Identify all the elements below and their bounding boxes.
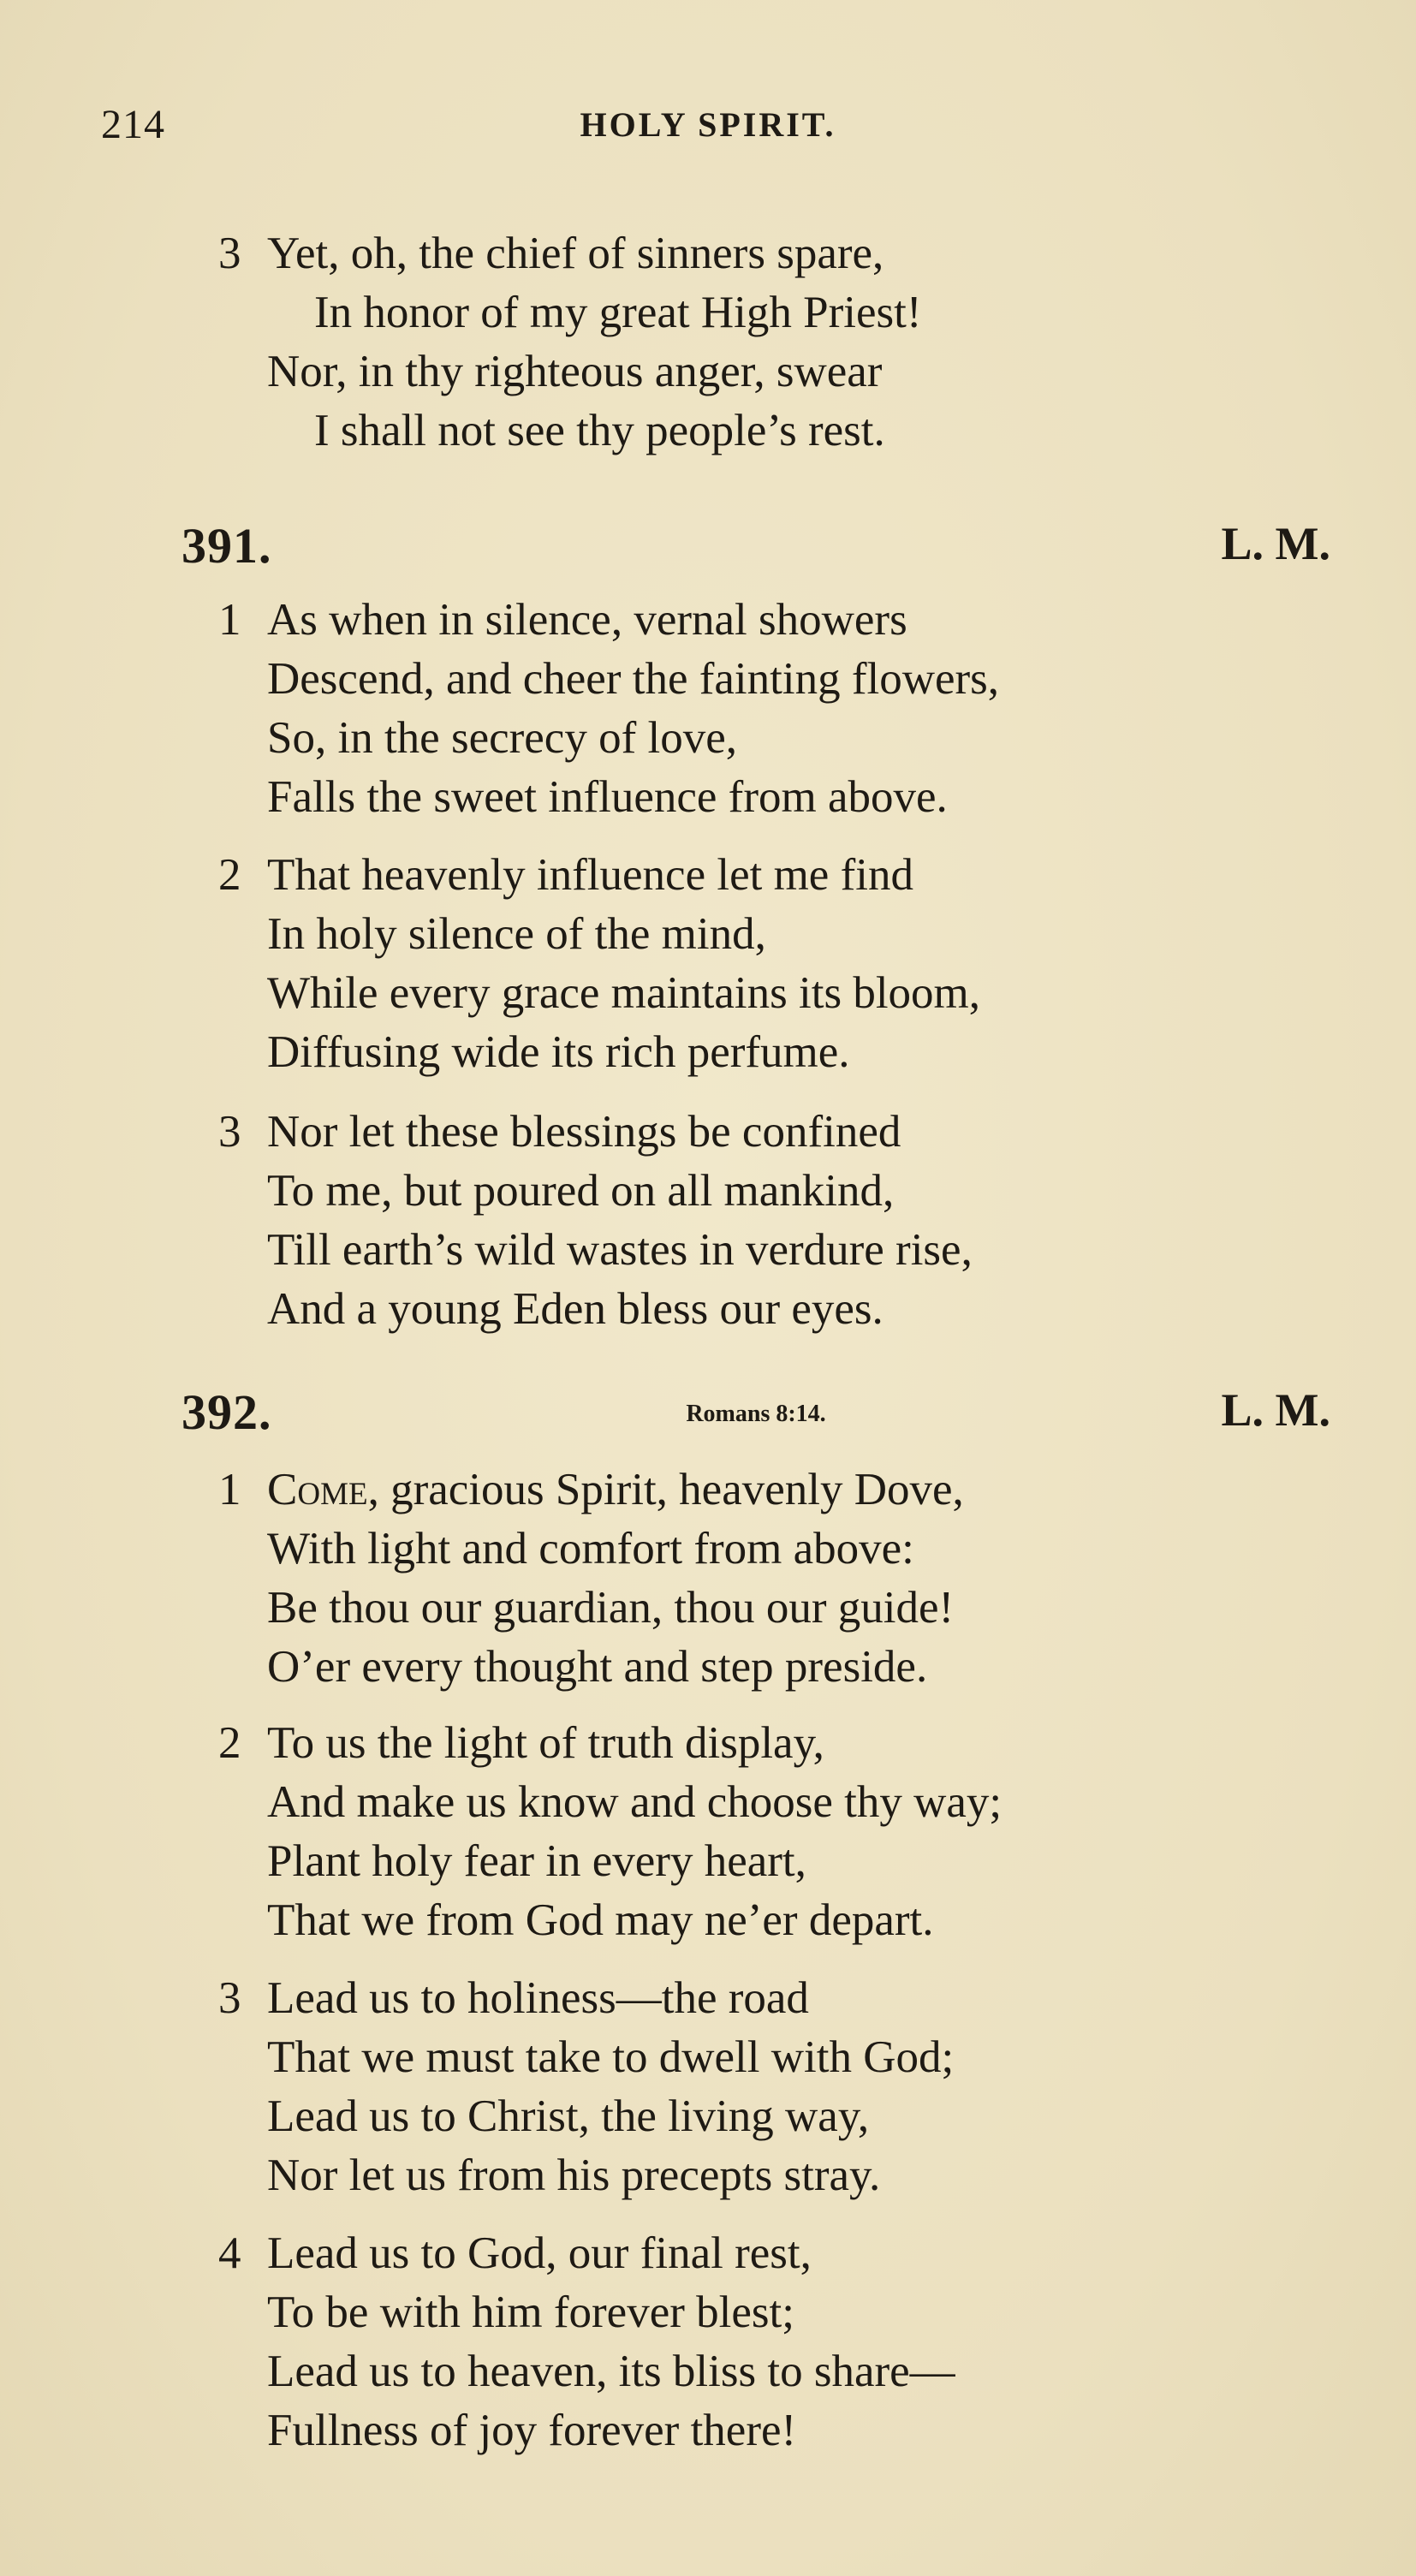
- hymn-392-heading: [181, 1383, 1330, 1443]
- stanza-line: Diffusing wide its rich perfume.: [267, 1027, 850, 1077]
- first-line-rest: gracious Spirit, heavenly Dove,: [378, 1465, 964, 1514]
- stanza-line: Nor, in thy righteous anger, swear: [267, 347, 883, 396]
- hymn-392-stanza-4: [218, 2224, 955, 2460]
- stanza-line: With light and comfort from above:: [267, 1524, 914, 1574]
- stanza-line: Lead us to Christ, the living way,: [267, 2091, 870, 2141]
- stanza-line: Lead us to holiness—the road: [267, 1973, 809, 2023]
- stanza-line: Falls the sweet influence from above.: [267, 772, 948, 822]
- stanza-number: 3: [218, 229, 241, 278]
- hymn-392-stanza-2: [218, 1714, 1002, 1950]
- hymn-number: 392.: [181, 1384, 272, 1440]
- stanza-line: So, in the secrecy of love,: [267, 713, 737, 763]
- stanza-line: Yet, oh, the chief of sinners spare,: [267, 229, 884, 278]
- stanza-line: That heavenly influence let me find: [267, 850, 913, 900]
- hymn-391-stanza-2: [218, 846, 980, 1082]
- stanza-line: Nor let these blessings be confined: [267, 1107, 901, 1157]
- page-header: [101, 101, 1315, 161]
- stanza-number: 3: [218, 1107, 241, 1157]
- stanza-line: Lead us to God, our final rest,: [267, 2228, 812, 2278]
- hymn-391-stanza-1: [218, 591, 999, 827]
- stanza-line: Descend, and cheer the fainting flowers,: [267, 654, 1000, 704]
- stanza-line: In holy silence of the mind,: [267, 909, 766, 959]
- stanza-line: Fullness of joy forever there!: [267, 2406, 797, 2455]
- stanza-number: 1: [218, 1465, 241, 1514]
- stanza-number: 2: [218, 1718, 241, 1768]
- hymn-number: 391.: [181, 518, 272, 574]
- stanza-line: To me, but poured on all mankind,: [267, 1166, 895, 1216]
- stanza-line: To be with him forever blest;: [267, 2287, 794, 2337]
- hymn-392-stanza-1: [218, 1461, 964, 1697]
- stanza-line: That we must take to dwell with God;: [267, 2032, 955, 2082]
- stanza-line: While every grace maintains its bloom,: [267, 968, 981, 1018]
- page-number: 214: [101, 102, 165, 147]
- stanza-number: 1: [218, 595, 241, 645]
- stanza-line: I shall not see thy people’s rest.: [314, 406, 885, 455]
- stanza-line: Nor let us from his precepts stray.: [267, 2151, 881, 2200]
- hymn-meter: L. M.: [1221, 1384, 1330, 1436]
- stanza-number: 3: [218, 1973, 241, 2023]
- stanza-line: [218, 1461, 964, 1520]
- hymn-391-stanza-3: [218, 1103, 973, 1339]
- running-title: HOLY SPIRIT.: [580, 105, 836, 144]
- prev-hymn-stanza-3: [218, 224, 921, 461]
- hymn-391-heading: [181, 517, 1330, 577]
- stanza-line: Lead us to heaven, its bliss to share—: [267, 2347, 955, 2396]
- stanza-number: 4: [218, 2228, 241, 2278]
- first-word-small-caps: Come,: [267, 1465, 379, 1514]
- stanza-line: In honor of my great High Priest!: [314, 288, 922, 337]
- stanza-line: That we from God may ne’er depart.: [267, 1895, 934, 1945]
- stanza-line: Be thou our guardian, thou our guide!: [267, 1583, 955, 1633]
- stanza-number: 2: [218, 850, 241, 900]
- scripture-reference: Romans 8:14.: [686, 1401, 826, 1427]
- stanza-line: Plant holy fear in every heart,: [267, 1836, 806, 1886]
- hymn-meter: L. M.: [1221, 518, 1330, 569]
- stanza-line: And make us know and choose thy way;: [267, 1777, 1003, 1827]
- hymn-392-stanza-3: [218, 1969, 954, 2205]
- stanza-line: To us the light of truth display,: [267, 1718, 824, 1768]
- stanza-line: Till earth’s wild wastes in verdure rise,: [267, 1225, 973, 1275]
- stanza-line: As when in silence, vernal showers: [267, 595, 907, 645]
- stanza-line: And a young Eden bless our eyes.: [267, 1284, 884, 1334]
- stanza-line: O’er every thought and step preside.: [267, 1642, 928, 1692]
